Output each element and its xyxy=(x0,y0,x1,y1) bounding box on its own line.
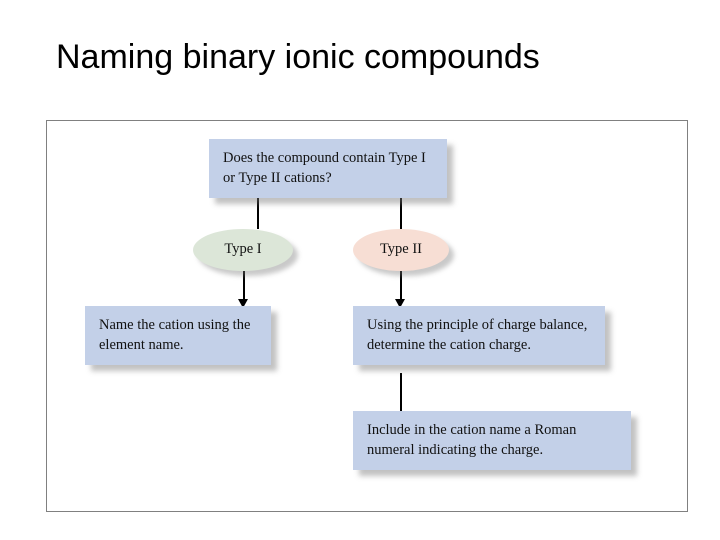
page-title: Naming binary ionic compounds xyxy=(56,38,540,76)
flow-node-charge-balance[interactable]: Using the principle of charge balance, determine the cation charge. xyxy=(353,306,605,365)
connector-charge-balance-to-roman xyxy=(400,373,402,411)
flow-node-type-i[interactable]: Type I xyxy=(193,229,293,271)
flow-node-roman-numeral[interactable]: Include in the cation name a Roman numeral indicating the charge. xyxy=(353,411,631,470)
flow-node-question[interactable]: Does the compound contain Type I or Type II cations? xyxy=(209,139,447,198)
connector-type2-to-charge-balance xyxy=(400,271,402,301)
flow-node-type-ii[interactable]: Type II xyxy=(353,229,449,271)
diagram-frame xyxy=(46,120,688,512)
connector-type1-to-name-cation xyxy=(243,271,245,301)
flow-node-name-cation[interactable]: Name the cation using the element name. xyxy=(85,306,271,365)
